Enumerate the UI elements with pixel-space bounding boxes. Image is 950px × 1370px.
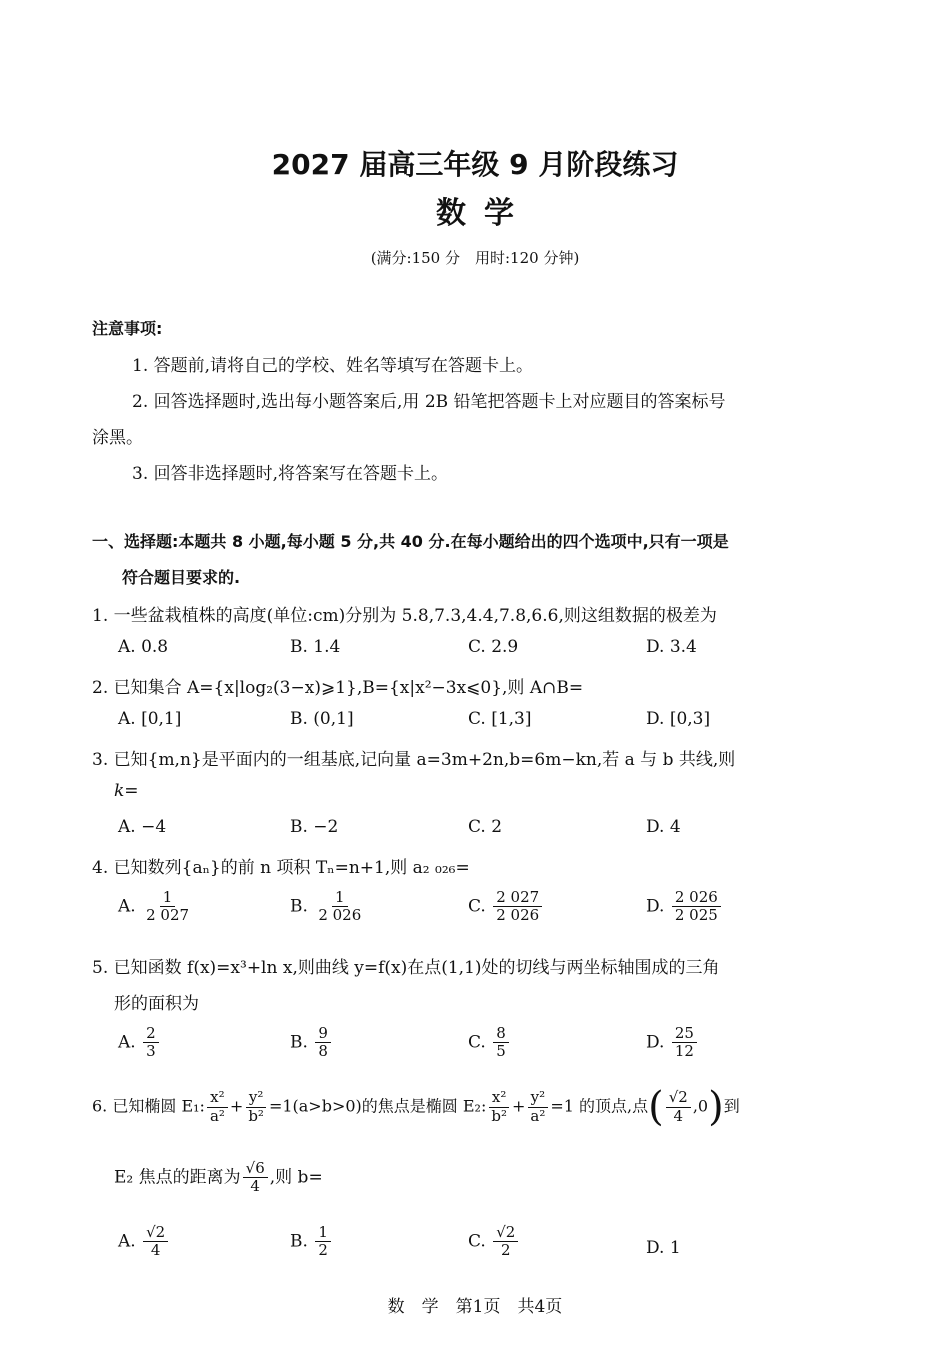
denominator: 2 027 [146,906,190,925]
fraction [143,1025,159,1061]
q6-text-2: =1(a>b>0)的焦点是椭圆 E₂: [268,1096,487,1116]
fraction [315,1025,331,1061]
option-label: C. [468,896,486,917]
denominator: a² [530,1106,546,1125]
q4-option-b [290,889,366,925]
option-label: A. [118,1032,136,1053]
fraction-sqrt2-4 [666,1089,691,1125]
section-heading: 一、选择题:本题共 8 小题,每小题 5 分,共 40 分.在每小题给出的四个选项中,只有一项是 [92,532,729,551]
q1-option-c: C. 2.9 [468,637,519,657]
notice-item-3: 3. 回答非选择题时,将答案写在答题卡上。 [132,464,449,484]
q3-option-b: B. −2 [290,817,339,837]
numerator: 2 026 [672,889,721,907]
fraction [672,889,721,925]
q6-text-6: ,则 b= [269,1167,323,1188]
denominator: 12 [674,1042,694,1061]
q3-option-a: A. −4 [118,817,167,837]
q2-option-c: C. [1,3] [468,709,532,729]
option-label: A. [118,896,136,917]
notice-heading: 注意事项: [92,319,163,338]
numerator: √6 [243,1160,268,1178]
q6-option-c [468,1224,520,1260]
question-4: 4. 已知数列{aₙ}的前 n 项积 Tₙ=n+1,则 a₂ ₀₂₆= [92,858,470,878]
fraction-y2-a2 [527,1089,548,1125]
option-label: D. [646,896,665,917]
q5-option-c [468,1025,511,1061]
q5-option-a [118,1025,161,1061]
plus-sign: + [511,1096,526,1116]
denominator: b² [491,1106,507,1125]
fraction [493,1224,518,1260]
numerator: 2 027 [493,889,542,907]
q4-option-c [468,889,544,925]
fraction [143,1224,168,1260]
q2-option-a: A. [0,1] [118,709,182,729]
option-label: D. [646,1032,665,1053]
option-label: B. [290,1032,308,1053]
q2-option-b: B. (0,1] [290,709,354,729]
option-label: D. [646,1238,665,1258]
q1-option-a: A. 0.8 [118,637,169,657]
question-6-cont [114,1160,323,1196]
exam-meta: (满分:150 分 用时:120 分钟) [370,249,580,267]
question-2: 2. 已知集合 A={x|log₂(3−x)⩾1},B={x|x²−3x⩽0},则 A∩B= [92,678,584,698]
numerator: 25 [672,1025,697,1043]
numerator: y² [246,1089,267,1107]
option-label: C. [468,1231,486,1252]
option-label: A. [118,1231,136,1252]
notice-item-2-cont: 涂黑。 [92,428,143,448]
fraction [143,889,192,925]
option-label: B. [290,896,308,917]
exam-title: 2027 届高三年级 9 月阶段练习 [271,148,679,181]
numerator: √2 [143,1224,168,1242]
question-6 [92,1084,740,1130]
denominator: a² [209,1106,225,1125]
numerator: x² [207,1089,227,1107]
q1-option-d: D. 3.4 [646,637,697,657]
numerator: 1 [315,1224,331,1242]
denominator: 5 [496,1042,506,1061]
numerator: 9 [315,1025,331,1043]
numerator: √2 [666,1089,691,1107]
fraction [315,1224,331,1260]
denominator: 3 [146,1042,156,1061]
numerator: 2 [143,1025,159,1043]
question-3: 3. 已知{m,n}是平面内的一组基底,记向量 a=3m+2n,b=6m−kn,若 a 与 b 共线,则 [92,750,736,770]
q6-text-5: E₂ 焦点的距离为 [114,1167,241,1188]
denominator: 2 026 [496,906,540,925]
denominator: b² [248,1106,264,1125]
plus-sign: + [229,1096,244,1116]
q3-option-c: C. 2 [468,817,503,837]
numerator: √2 [493,1224,518,1242]
denominator: 4 [250,1177,260,1196]
fraction-y2-b2 [245,1089,267,1125]
question-5-cont: 形的面积为 [114,994,199,1014]
fraction [493,889,542,925]
q6-text-4: 到 [723,1096,740,1116]
q6-text-3: =1 的顶点,点 [550,1096,649,1116]
denominator: 2 [501,1241,511,1260]
fraction-sqrt6-4 [243,1160,268,1196]
fraction-x2-a2 [207,1089,228,1125]
q6-option-d [646,1238,681,1258]
denominator: 4 [150,1241,161,1260]
denominator: 4 [673,1106,684,1125]
question-3-cont: k= [114,781,139,801]
notice-item-2: 2. 回答选择题时,选出每小题答案后,用 2B 铅笔把答题卡上对应题目的答案标号 [132,392,726,412]
numerator: 1 [160,889,176,907]
q3-option-d: D. 4 [646,817,681,837]
fraction [672,1025,697,1061]
option-value: 1 [669,1238,681,1258]
denominator: 8 [318,1042,328,1061]
option-label: B. [290,1231,308,1252]
page-footer: 数 学 第1页 共4页 [387,1297,563,1317]
subject-title: 数学 [436,196,532,231]
numerator: y² [528,1089,549,1107]
left-paren-icon: ( [648,1084,664,1130]
notice-item-1: 1. 答题前,请将自己的学校、姓名等填写在答题卡上。 [132,356,534,376]
q4-option-a [118,889,194,925]
numerator: x² [489,1089,509,1107]
point-y: ,0 [692,1096,709,1116]
q6-option-b [290,1224,333,1260]
option-label: C. [468,1032,486,1053]
denominator: 2 025 [674,906,718,925]
question-1: 1. 一些盆栽植株的高度(单位:cm)分别为 5.8,7.3,4.4,7.8,6.6,则这组数据的极差为 [92,606,717,626]
q6-text-1: 6. 已知椭圆 E₁: [92,1096,205,1116]
right-paren-icon: ) [708,1084,724,1130]
fraction [493,1025,509,1061]
q4-option-d [646,889,723,925]
denominator: 2 026 [318,906,362,925]
fraction-x2-b2 [488,1089,510,1125]
q5-option-b [290,1025,333,1061]
denominator: 2 [318,1241,328,1260]
fraction [315,889,364,925]
numerator: 8 [493,1025,509,1043]
q2-option-d: D. [0,3] [646,709,711,729]
numerator: 1 [332,889,348,907]
question-5: 5. 已知函数 f(x)=x³+ln x,则曲线 y=f(x)在点(1,1)处的切线与两坐标轴围成的三角 [92,958,720,978]
q1-option-b: B. 1.4 [290,637,341,657]
q5-option-d [646,1025,699,1061]
section-heading-cont: 符合题目要求的. [122,568,241,587]
q6-option-a [118,1224,170,1260]
